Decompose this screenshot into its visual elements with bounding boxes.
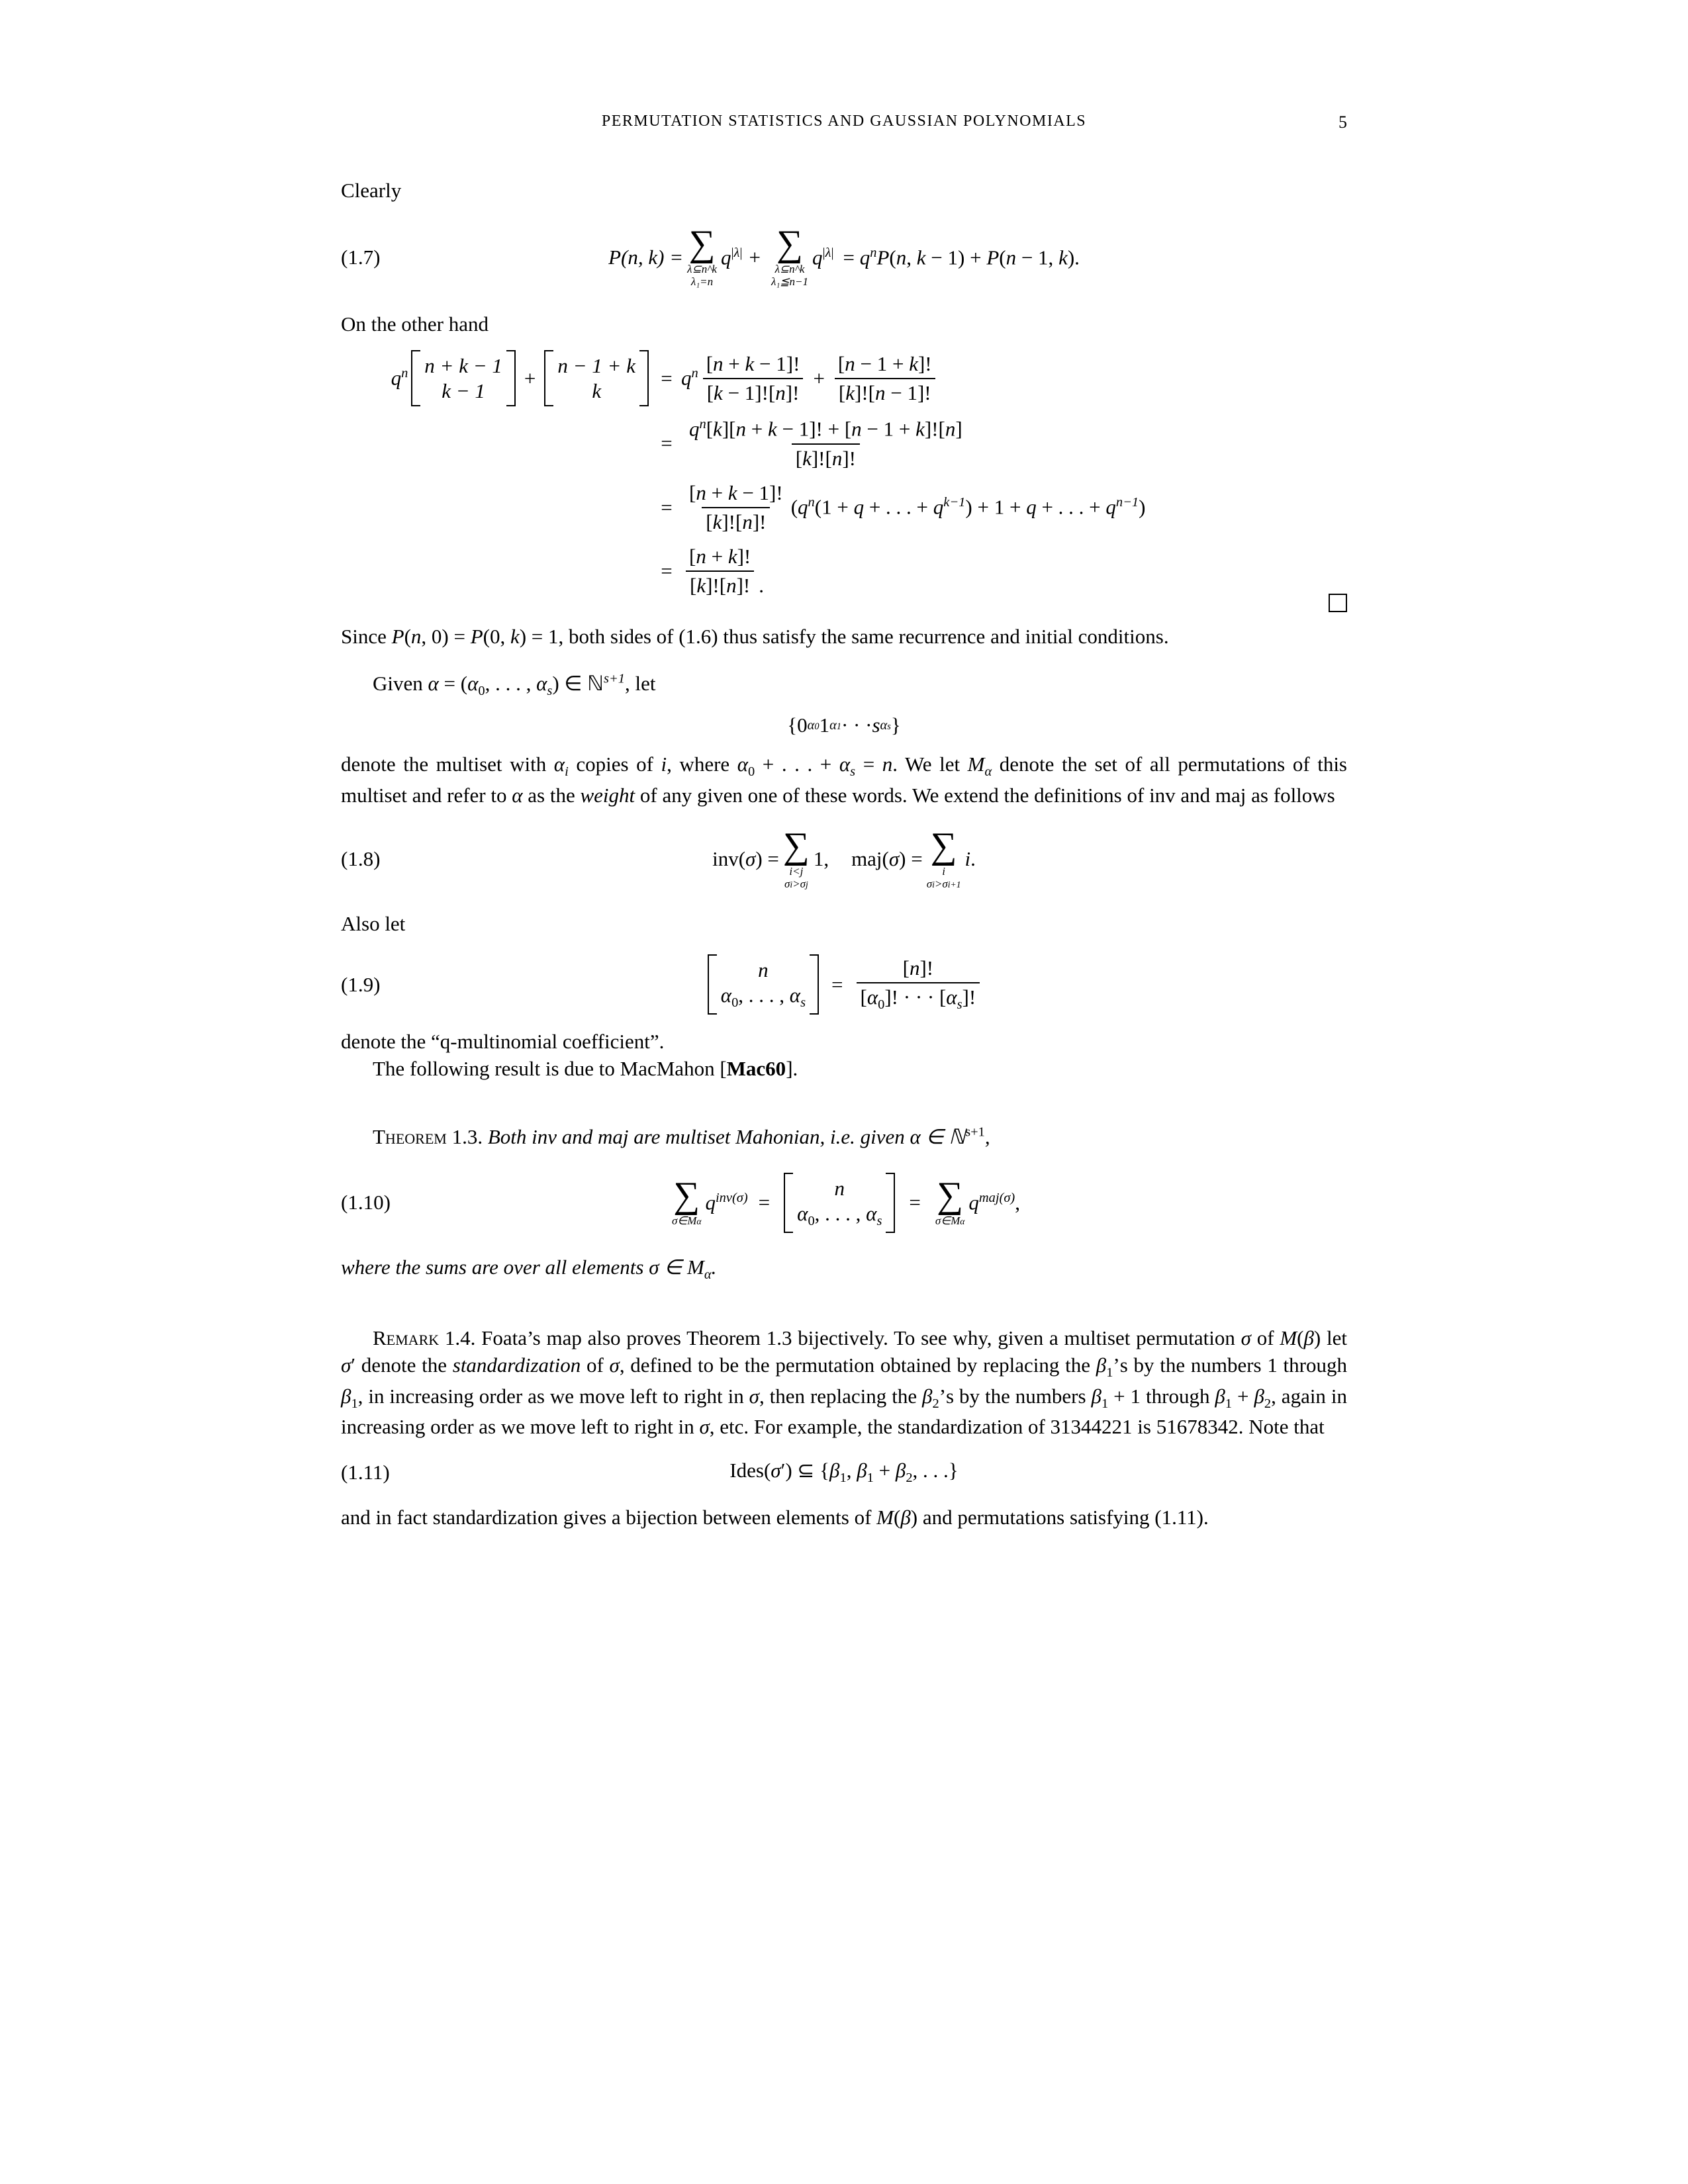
- gbin1-top: n + k − 1: [424, 353, 502, 377]
- fraction-3: [685, 417, 966, 470]
- equation-1-11: [341, 1459, 1347, 1486]
- derivation-row-3-paren: ($q^n(1 + q$ + . . . + $q^{k-1}) + 1 + q$ + . . . + $q^{n-1}$): [790, 495, 1146, 519]
- derivation-plus-2: +: [813, 366, 825, 390]
- remark-label: Remark 1.4.: [373, 1326, 476, 1350]
- eq18-i-term: i.: [964, 847, 976, 871]
- eq110-term-2: $q^{maj(\sigma)}$,: [968, 1191, 1020, 1214]
- equation-tag-1-9: (1.9): [341, 972, 381, 996]
- fraction-4-denominator: [k]![n]!: [702, 507, 770, 534]
- equation-tag-1-8: (1.8): [341, 847, 381, 871]
- derivation-row-1-rhs: [681, 352, 940, 405]
- paragraph-and-in-fact: and in fact standardization gives a bijection between elements of M(β) and permutations satisfying (1.11).: [341, 1505, 1209, 1529]
- eq17-sum-1: [687, 223, 717, 289]
- q-power: $q^n$: [391, 366, 408, 390]
- eq19-bin-top: n: [758, 958, 769, 982]
- gbin1-bottom: k − 1: [442, 379, 485, 402]
- summation-symbol: ∑: [930, 825, 957, 866]
- eq17-term-1: $q^{|\lambda|}$: [720, 245, 743, 269]
- fraction-5: [685, 545, 755, 598]
- eq17-sum-2: [771, 223, 808, 289]
- bracket-right: [506, 350, 516, 407]
- derivation-row-4: [341, 545, 764, 598]
- eq18-sum2-limit-2: σi>σi+1: [926, 878, 961, 891]
- bracket-right: [810, 954, 819, 1015]
- eq110-sum1-limit: σ∈Mα: [672, 1214, 702, 1228]
- eq110-sum2-limit: σ∈Mα: [935, 1214, 965, 1228]
- derivation-plus-1: +: [524, 366, 536, 390]
- eq17-sum2-limit-2: λ₁≦n−1: [771, 275, 808, 289]
- bracket-left: [411, 350, 420, 407]
- fraction-3-denominator: [k]![n]!: [792, 443, 860, 471]
- eq110-relation-2: =: [909, 1191, 921, 1214]
- derivation-block: [341, 345, 1347, 603]
- paragraph-on-the-other-hand: On the other hand: [341, 312, 489, 336]
- derivation-row-3: [341, 481, 1145, 534]
- gaussian-binomial-2: [544, 350, 649, 407]
- fraction-2-numerator: [n − 1 + k]!: [837, 351, 932, 375]
- eq19-fraction-denominator: $[\alpha_0]$! · · · $[\alpha_s]$!: [857, 982, 980, 1013]
- gaussian-binomial-1: [411, 350, 516, 407]
- page-number: 5: [1338, 113, 1347, 132]
- derivation-row-4-period: .: [759, 573, 764, 597]
- eq110-relation-1: =: [758, 1191, 771, 1214]
- bracket-right: [639, 350, 649, 407]
- eq17-rhs: = $q^nP(n$, k − 1) + P(n − 1, k).: [843, 245, 1080, 269]
- summation-symbol: ∑: [937, 1175, 964, 1216]
- eq110-bin-bottom: $\alpha_0$, . . . , $\alpha_s$: [797, 1201, 882, 1228]
- eq18-sum1-limit-2: σi>σj: [784, 878, 808, 891]
- eq18-sum2-limit-1: i: [942, 865, 945, 878]
- eq17-lhs: P(n, k) =: [608, 245, 684, 269]
- remark-text: Foata’s map also proves Theorem 1.3 bijectively. To see why, given a multiset permutation σ of M(β) let σ′ denote the standardization of σ, defined to be the permutation obtained by replacing the $\beta_1’s$ by the numbers 1 through $\beta_1$, in increasing order as we move left to right in σ, then replacing the $\beta_2’s$ by the numbers $\beta_1 + 1$ through $\beta_1 + \beta_2$, again in increasing order as we move left to right in σ, etc. For example, the standardization of 31344221 is 51678342. Note that: [341, 1326, 1347, 1439]
- derivation-row-3-relation: =: [661, 495, 673, 519]
- equation-1-9-body: [704, 954, 984, 1015]
- eq111-content: Ides(σ′) ⊆ {$\beta_1$, $\beta_1 + \beta_2$, . . .}: [729, 1459, 959, 1486]
- eq17-sum1-limit-1: λ⊆n^k: [687, 263, 717, 276]
- eq18-one: 1,: [813, 847, 829, 871]
- fraction-3-numerator: $q^n[k][n + k - 1]$! + [n − 1 + k]![n]: [689, 417, 962, 441]
- derivation-row-1-lhs: [341, 350, 652, 407]
- eq19-fraction-numerator: [n]!: [902, 956, 934, 980]
- multiset-display: [341, 713, 1347, 737]
- paragraph-also-let: Also let: [341, 912, 406, 936]
- gbin2-bottom: k: [592, 379, 602, 402]
- equation-1-11-body: [729, 1459, 958, 1486]
- bracket-left: [784, 1173, 793, 1233]
- eq110-term-1: $q^{inv(\sigma)}$: [705, 1191, 748, 1214]
- equation-tag-1-11: (1.11): [341, 1460, 390, 1484]
- fraction-1: [702, 352, 804, 405]
- derivation-row-4-relation: =: [661, 559, 673, 582]
- q-power: $q^n$: [681, 366, 698, 390]
- eq110-sum-2: [935, 1175, 965, 1228]
- theorem-1-3: [341, 1123, 1347, 1150]
- paragraph-denote-multiset: denote the multiset with $\alpha_i$ copies of i, where $\alpha_0$ + . . . + $\alpha_s = n$. We let $M_\alpha$ denote the set of all permutations of this multiset and refer to α as the weight of any given one of these words. We extend the definitions of inv and maj as follows: [341, 752, 1348, 807]
- equation-1-10-body: [668, 1173, 1020, 1233]
- eq110-sum-1: [672, 1175, 702, 1228]
- gbin2-top: n − 1 + k: [557, 353, 635, 377]
- q-multinomial-bracket: [784, 1173, 895, 1233]
- paragraph-where-sums: where the sums are over all elements σ ∈ $M_\alpha$.: [341, 1255, 717, 1283]
- fraction-4-numerator: [n + k − 1]!: [689, 480, 783, 504]
- bracket-left: [708, 954, 717, 1015]
- equation-1-9: [341, 954, 1347, 1015]
- derivation-row-2: [341, 417, 970, 470]
- eq18-sum1-limit-1: i<j: [789, 865, 804, 878]
- eq110-bin-entries: [793, 1173, 886, 1233]
- running-title: PERMUTATION STATISTICS AND GAUSSIAN POLYNOMIALS: [601, 113, 1087, 130]
- maj-label: maj(σ) =: [851, 847, 923, 871]
- eq17-sum1-limit-2: λ₁=n: [690, 275, 714, 289]
- paragraph-since-block: [341, 623, 1347, 650]
- running-header: [341, 113, 1347, 130]
- fraction-4: [685, 481, 787, 534]
- fraction-1-denominator: [k − 1]![n]!: [703, 378, 804, 405]
- equation-1-7: [341, 223, 1347, 289]
- eq17-sum2-limit-1: λ⊆n^k: [774, 263, 805, 276]
- fraction-eq19: [857, 956, 980, 1013]
- gaussian-binomial-1-entries: [420, 350, 506, 407]
- derivation-row-2-rhs: [681, 417, 970, 470]
- eq17-plus: +: [749, 245, 761, 269]
- equation-1-7-body: [608, 223, 1080, 289]
- equation-tag-1-10: (1.10): [341, 1191, 391, 1214]
- bracket-right: [886, 1173, 895, 1233]
- equation-1-8-body: [712, 825, 976, 891]
- q-multinomial-bracket: [708, 954, 819, 1015]
- remark-1-4: [341, 1324, 1347, 1440]
- q-multinomial-entries: [717, 954, 810, 1015]
- equation-1-8: [341, 825, 1347, 891]
- summation-symbol: ∑: [782, 825, 810, 866]
- multiset-expression: {0 α0 1 α1 · · · s αs }: [787, 713, 901, 737]
- bracket-left: [544, 350, 553, 407]
- eq17-term-2: $q^{|\lambda|}$: [812, 245, 834, 269]
- fraction-1-numerator: [n + k − 1]!: [706, 351, 800, 375]
- theorem-label: Theorem 1.3.: [373, 1124, 483, 1148]
- inv-label: inv(σ) =: [712, 847, 779, 871]
- eq19-relation: =: [831, 972, 843, 996]
- summation-symbol: ∑: [673, 1175, 700, 1216]
- theorem-statement: Both inv and maj are multiset Mahonian, i.e. given α ∈ ℕ$^{s+1}$,: [487, 1124, 990, 1148]
- paragraph-macmahon: The following result is due to MacMahon [Mac60].: [373, 1057, 798, 1081]
- summation-symbol: ∑: [776, 223, 803, 265]
- eq18-sum-1: [782, 825, 810, 891]
- paragraph-given-alpha: Given $\alpha = (\alpha_0$, . . . , $\alpha_s$) ∈ ℕ$^{s+1}$, let: [373, 671, 656, 699]
- eq110-bin-top: n: [834, 1176, 845, 1200]
- fraction-2: [834, 352, 936, 405]
- paragraph-denote-qmultinomial: denote the “q-multinomial coefficient”.: [341, 1030, 665, 1054]
- fraction-2-denominator: [k]![n − 1]!: [835, 378, 935, 405]
- eq18-sum-2: [926, 825, 961, 891]
- derivation-row-1: [341, 350, 940, 407]
- derivation-row-4-rhs: [681, 545, 764, 598]
- summation-symbol: ∑: [688, 223, 716, 265]
- page-content: [341, 113, 1347, 1531]
- gaussian-binomial-2-entries: [553, 350, 639, 407]
- paragraph-clearly: Clearly: [341, 179, 402, 202]
- derivation-row-3-rhs: [681, 481, 1145, 534]
- derivation-row-1-relation: =: [661, 366, 673, 390]
- equation-tag-1-7: (1.7): [341, 245, 381, 269]
- qed-box: [1329, 594, 1347, 612]
- fraction-5-numerator: [n + k]!: [689, 544, 751, 568]
- equation-1-10: [341, 1173, 1347, 1233]
- derivation-row-2-relation: =: [661, 432, 673, 455]
- paragraph-since: Since P(n, 0) = P(0, k) = 1, both sides of (1.6) thus satisfy the same recurrence and initial conditions.: [341, 624, 1169, 648]
- eq19-bin-bottom: $\alpha_0$, . . . , $\alpha_s$: [720, 983, 806, 1011]
- fraction-5-denominator: [k]![n]!: [686, 570, 754, 598]
